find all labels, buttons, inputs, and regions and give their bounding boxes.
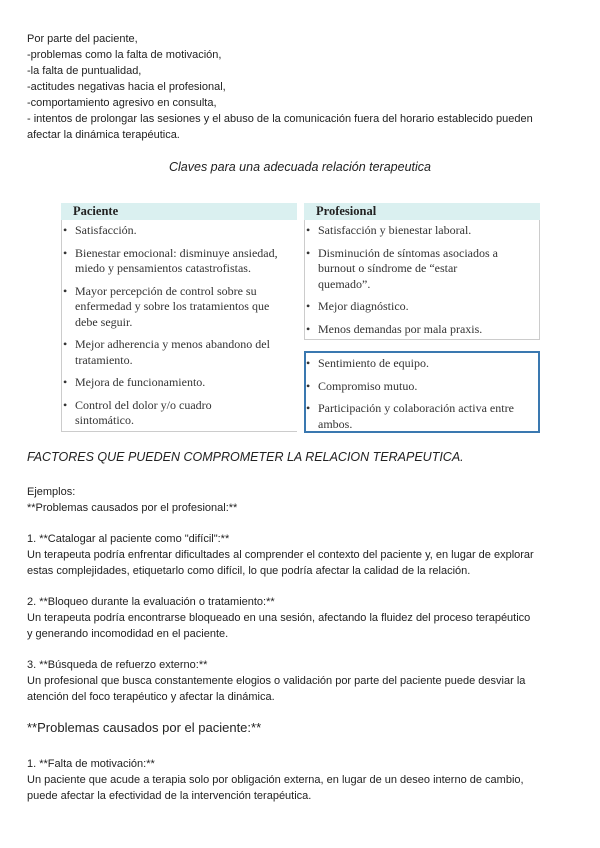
shared-bullet [304, 379, 540, 395]
patient-bullet-line: tratamiento. [75, 352, 133, 367]
professional-bullet-line: • Disminución de síntomas asociados a [318, 245, 498, 260]
professional-bullet [304, 322, 540, 338]
patient-bullet-line: • Bienestar emocional: disminuye ansiedad, [75, 245, 278, 260]
professional-bullet-line: • Satisfacción y bienestar laboral. [318, 223, 472, 237]
patient-bullet [61, 223, 297, 239]
examples-block [27, 484, 237, 516]
item-title: 1. **Falta de motivación:** [27, 758, 155, 770]
shared-bullet-line: • Compromiso mutuo. [318, 378, 418, 393]
item-text: Un profesional que busca constantemente elogios o validación por parte del paciente puede desviar la [27, 675, 526, 687]
item-text: Un paciente que acude a terapia solo por obligación externa, en lugar de un deseo interno de cambio, [27, 774, 524, 786]
shared-bullet [304, 356, 540, 372]
intro-line: Por parte del paciente, [27, 33, 138, 45]
patient-bullet [61, 337, 297, 368]
patient-bullet [61, 398, 297, 429]
patient-bullet-line: miedo y pensamientos catastrofistas. [75, 261, 251, 275]
prof-item-1 [27, 531, 534, 579]
item-text: atención del foco terapéutico y afectar la dinámica. [27, 691, 275, 703]
intro-line: - intentos de prolongar las sesiones y el abuso de la comunicación fuera del horario establecido pueden [27, 113, 533, 125]
section-heading: FACTORES QUE PUEDEN COMPROMETER LA RELACION TERAPEUTICA. [27, 450, 464, 464]
examples-label: Ejemplos: [27, 486, 76, 498]
shared-bullet [304, 401, 540, 432]
professional-bullet-line: burnout o síndrome de “estar [318, 261, 458, 275]
patient-bullet-line: sintomático. [75, 413, 134, 427]
patient-bullet-line: • Satisfacción. [75, 223, 137, 237]
professional-bullet-line: • Mejor diagnóstico. [318, 299, 409, 313]
patient-list [61, 223, 297, 436]
item-title: 1. **Catalogar al paciente como "difícil":** [27, 533, 230, 545]
item-title: 3. **Búsqueda de refuerzo externo:** [27, 659, 208, 671]
patient-bullet-line: debe seguir. [75, 314, 133, 329]
prof-item-2 [27, 594, 530, 642]
patient-bullet [61, 375, 297, 391]
patient-bullet-line: • Mejor adherencia y menos abandono del [75, 337, 270, 351]
prof-item-3 [27, 657, 525, 705]
item-text: Un terapeuta podría enfrentar dificultades al comprender el contexto del paciente y, en lugar de explorar [27, 549, 534, 561]
professional-bullet [304, 299, 540, 315]
shared-bullet-line: ambos. [318, 416, 353, 431]
professional-bullet-line: • Menos demandas por mala praxis. [318, 321, 483, 336]
patient-bullet-line: enfermedad y sobre los tratamientos que [75, 299, 270, 313]
intro-line: -problemas como la falta de motivación, [27, 49, 222, 61]
prof-problems-label: **Problemas causados por el profesional:** [27, 502, 238, 514]
item-text: estas complejidades, etiquetarlo como difícil, lo que podría afectar la calidad de la relación. [27, 565, 471, 577]
intro-text [27, 31, 533, 143]
patient-header: Paciente [61, 203, 297, 220]
patient-bullet-line: • Mejora de funcionamiento. [75, 375, 206, 389]
patient-item-1 [27, 756, 524, 804]
figure-title: Claves para una adecuada relación terapeutica [169, 160, 431, 174]
patient-bullet-line: • Mayor percepción de control sobre su [75, 283, 257, 298]
professional-bullet-line: quemado”. [318, 276, 371, 291]
professional-bullet [304, 223, 540, 239]
item-text: Un terapeuta podría encontrarse bloqueado en una sesión, afectando la fluidez del proceso terapéutico [27, 612, 531, 624]
item-text: puede afectar la efectividad de la intervención terapéutica. [27, 790, 312, 802]
patient-bullet [61, 284, 297, 331]
patient-bullet-line: • Control del dolor y/o cuadro [75, 397, 212, 412]
shared-bullet-line: • Sentimiento de equipo. [318, 356, 429, 370]
shared-list [304, 356, 540, 439]
item-title: 2. **Bloqueo durante la evaluación o tratamiento:** [27, 596, 275, 608]
intro-line: afectar la dinámica terapéutica. [27, 129, 180, 141]
intro-line: -comportamiento agresivo en consulta, [27, 97, 217, 109]
patient-problems-heading: **Problemas causados por el paciente:** [27, 720, 262, 735]
item-text: y generando incomodidad en el paciente. [27, 628, 229, 640]
intro-line: -actitudes negativas hacia el profesional, [27, 81, 226, 93]
professional-list [304, 223, 540, 344]
shared-bullet-line: • Participación y colaboración activa entre [318, 401, 514, 415]
patient-bullet [61, 246, 297, 277]
professional-bullet [304, 246, 540, 293]
intro-line: -la falta de puntualidad, [27, 65, 142, 77]
professional-header: Profesional [304, 203, 540, 220]
